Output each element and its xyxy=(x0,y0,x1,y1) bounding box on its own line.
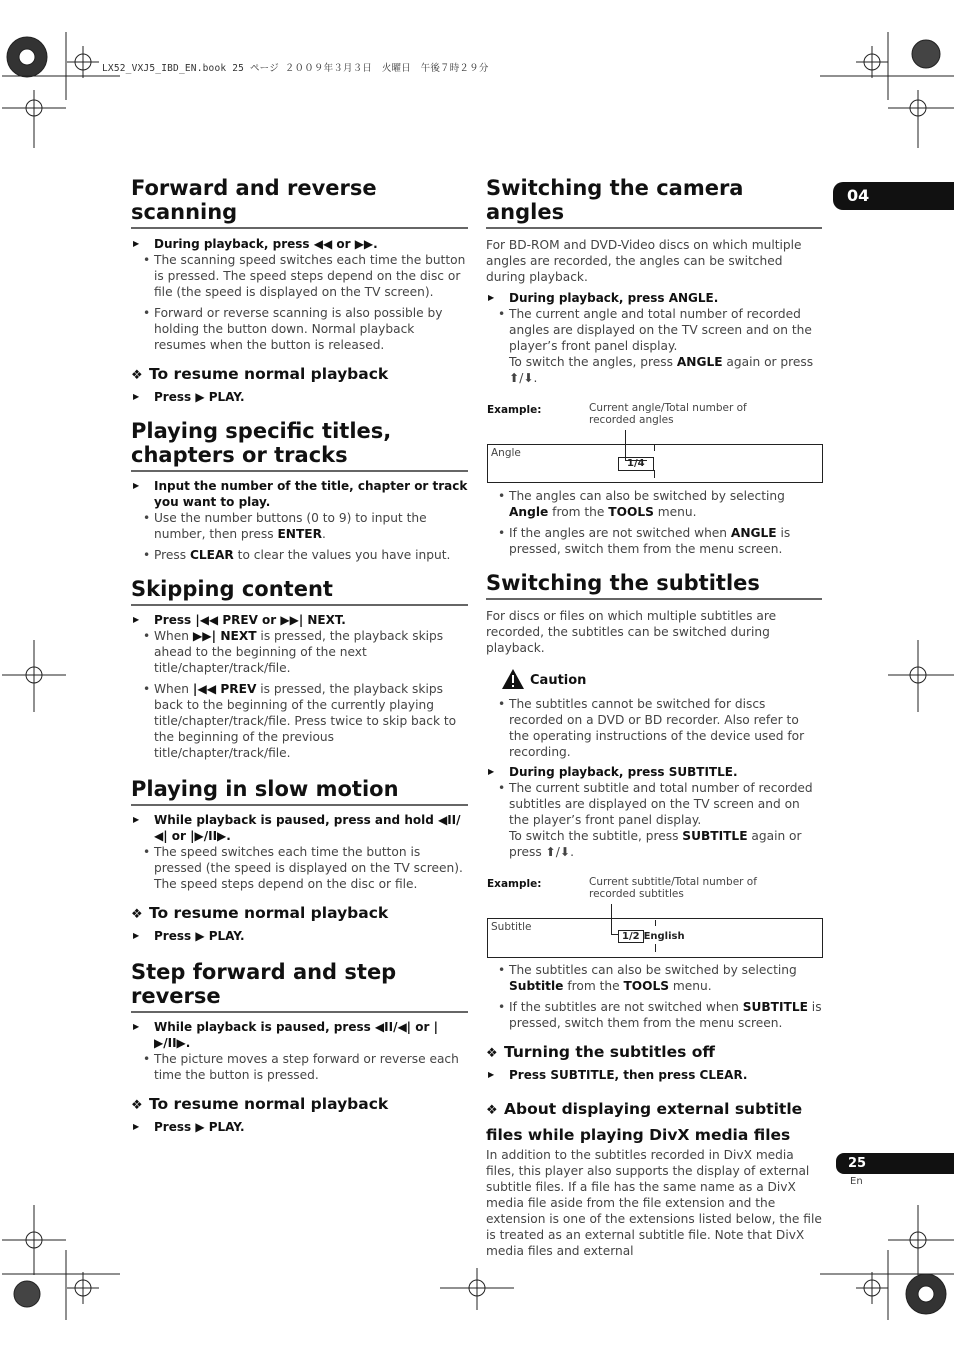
print-header: LX52_VXJ5_IBD_EN.book 25 ページ ２００９年３月３日 火曜日 午後７時２９分 xyxy=(102,63,489,74)
subtitles-off-step: ▶ Press SUBTITLE, then press CLEAR. xyxy=(486,1067,822,1083)
subtitle-example-diagram xyxy=(486,868,822,958)
angle-bullet-3: • If the angles are not switched when ANGLE is pressed, switch them from the menu screen. xyxy=(486,525,822,557)
subtitle-step: ▶ During playback, press SUBTITLE. xyxy=(486,764,822,780)
resume-heading-3: ❖ To resume normal playback xyxy=(131,1095,389,1113)
subtitle-screen-box xyxy=(487,918,823,958)
caution-bullet-1: • The subtitles cannot be switched for discs recorded on a DVD or BD recorder. Also refer to the operating instructions of the device used for recording. xyxy=(486,696,822,760)
subtitle-bullet-1-sub: To switch the subtitle, press SUBTITLE again or press ⬆/⬇. xyxy=(509,829,802,859)
section-title-subtitles: Switching the subtitles xyxy=(486,571,822,600)
diamond-icon: ❖ xyxy=(131,368,143,383)
subtitles-off-heading: ❖ Turning the subtitles off xyxy=(486,1043,715,1061)
scan-bullet-1: • The scanning speed switches each time the button is pressed. The speed steps depend on the disc or file (the speed is displayed on the TV screen). xyxy=(131,252,468,300)
subtitle-intro: For discs or files on which multiple subtitles are recorded, the subtitles can be switched during playback. xyxy=(486,609,777,655)
diamond-icon: ❖ xyxy=(486,1103,498,1118)
angle-bullet-1: • The current angle and total number of recorded angles are displayed on the TV screen and on the player’s front panel display. xyxy=(486,306,822,354)
left-column xyxy=(131,176,468,1135)
diamond-icon: ❖ xyxy=(131,907,143,922)
divx-paragraph: In addition to the subtitles recorded in DivX media files, this player also supports the display of external subtitle files. If a file has the same name as a DivX media file aside from the file extension and the extension is one of the extensions listed below, the file is treated as an external subtitle file. Note that DivX media files and external xyxy=(486,1148,822,1258)
right-column xyxy=(486,176,822,1259)
resume-step-1: ▶ Press ▶ PLAY. xyxy=(131,389,468,405)
section-title-angles: Switching the camera angles xyxy=(486,176,822,229)
step-bullet-1: • The picture moves a step forward or reverse each time the button is pressed. xyxy=(131,1051,468,1083)
subtitle-callout: Current subtitle/Total number of recorded subtitles xyxy=(589,876,757,900)
subtitle-value: 1/2 English xyxy=(618,931,685,943)
example-label: Example: xyxy=(487,404,542,416)
angle-step: ▶ During playback, press ANGLE. xyxy=(486,290,822,306)
page-number: 25 xyxy=(836,1153,954,1174)
section-title-titles: Playing specific titles, chapters or tracks xyxy=(131,419,468,472)
example-label-2: Example: xyxy=(487,878,542,890)
angle-intro: For BD-ROM and DVD-Video discs on which multiple angles are recorded, the angles can be switched during playback. xyxy=(486,238,802,284)
language-label: En xyxy=(850,1176,863,1187)
diamond-icon: ❖ xyxy=(486,1046,498,1061)
angle-box-label: Angle xyxy=(491,447,521,459)
section-title-slow: Playing in slow motion xyxy=(131,777,468,806)
angle-callout: Current angle/Total number of recorded angles xyxy=(589,402,747,426)
resume-heading-1: ❖ To resume normal playback xyxy=(131,365,389,383)
warning-icon xyxy=(501,668,525,690)
angle-value: 1/4 xyxy=(618,457,654,471)
angle-screen-box xyxy=(487,444,823,483)
caution-heading: Caution xyxy=(486,668,822,692)
angle-bullet-2: • The angles can also be switched by selecting Angle from the TOOLS menu. xyxy=(486,488,822,520)
scan-bullet-2: • Forward or reverse scanning is also possible by holding the button down. Normal playback resumes when the button is released. xyxy=(131,305,468,353)
angle-bullet-1-sub: To switch the angles, press ANGLE again or press ⬆/⬇. xyxy=(509,355,814,385)
section-title-skipping: Skipping content xyxy=(131,577,468,606)
skip-bullet-2: • When |◀◀ PREV is pressed, the playback skips back to the beginning of the currently playing title/chapter/track/file. Press twice to skip back to the beginning of the previous title/chapter/track/file. xyxy=(131,681,468,761)
section-title-scanning: Forward and reverse scanning xyxy=(131,176,468,229)
subtitle-bullet-2: • The subtitles can also be switched by selecting Subtitle from the TOOLS menu. xyxy=(486,962,822,994)
skip-bullet-1: • When ▶▶| NEXT is pressed, the playback skips ahead to the beginning of the next title/chapter/track/file. xyxy=(131,628,468,676)
resume-heading-2: ❖ To resume normal playback xyxy=(131,904,389,922)
divx-heading: ❖ About displaying external subtitle files while playing DivX media files xyxy=(486,1100,803,1144)
slow-step: ▶ While playback is paused, press and hold ◀II/◀| or |▶/II▶. xyxy=(131,812,468,844)
titles-bullet-1: • Use the number buttons (0 to 9) to input the number, then press ENTER. xyxy=(131,510,468,542)
angle-example-diagram xyxy=(486,394,822,482)
diamond-icon: ❖ xyxy=(131,1098,143,1113)
titles-bullet-2: • Press CLEAR to clear the values you have input. xyxy=(131,547,468,563)
resume-step-2: ▶ Press ▶ PLAY. xyxy=(131,928,468,944)
subtitle-box-label: Subtitle xyxy=(491,921,532,933)
scan-step: ▶ During playback, press ◀◀ or ▶▶. xyxy=(131,236,468,252)
subtitle-bullet-1: • The current subtitle and total number of recorded subtitles are displayed on the TV screen and on the player’s front panel display. xyxy=(486,780,822,828)
section-title-step: Step forward and step reverse xyxy=(131,960,468,1013)
resume-step-3: ▶ Press ▶ PLAY. xyxy=(131,1119,468,1135)
step-step: ▶ While playback is paused, press ◀II/◀| or |▶/II▶. xyxy=(131,1019,468,1051)
skip-step: ▶ Press |◀◀ PREV or ▶▶| NEXT. xyxy=(131,612,468,628)
chapter-tab: 04 xyxy=(833,182,954,210)
slow-bullet-1: • The speed switches each time the button is pressed (the speed is displayed on the TV screen). The speed steps depend on the disc or file. xyxy=(131,844,468,892)
subtitle-bullet-3: • If the subtitles are not switched when SUBTITLE is pressed, switch them from the menu screen. xyxy=(486,999,822,1031)
titles-step: ▶ Input the number of the title, chapter or track you want to play. xyxy=(131,478,468,510)
